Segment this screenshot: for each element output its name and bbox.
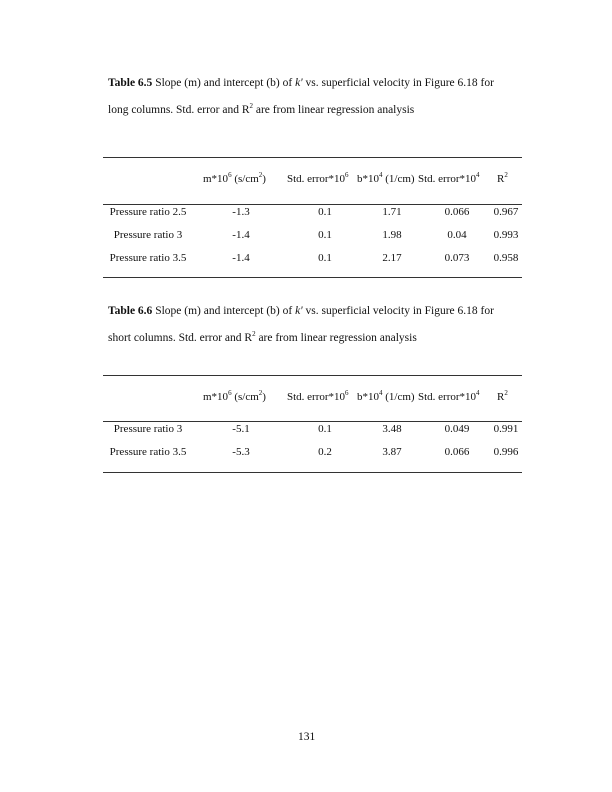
table-cell: 2.17 xyxy=(382,252,402,264)
table-cell: 0.066 xyxy=(444,206,470,218)
table-cell: 0.066 xyxy=(444,446,470,458)
column-header: $m*10^6$ $(s/cm^2)$ xyxy=(203,171,266,185)
table-cell: -1.4 xyxy=(232,252,250,264)
row-label: Pressure ratio 3 xyxy=(113,423,183,435)
page-number: 131 xyxy=(298,731,316,743)
table-cell: 0.073 xyxy=(444,252,470,264)
table-cell: 3.48 xyxy=(382,423,402,435)
table-top-rule xyxy=(103,157,522,158)
table-cell: 0.958 xyxy=(493,252,519,264)
table-cell: 1.71 xyxy=(382,206,402,218)
row-label: Pressure ratio 3 xyxy=(113,229,183,241)
column-header: $R^2$ xyxy=(497,171,508,185)
column-header: Std. $error*10^6$ xyxy=(287,171,349,185)
table-caption-line-1: Table 6.6 Slope (m) and intercept (b) of k' vs. superficial velocity in Figure 6.18 for xyxy=(108,305,494,317)
table-cell: 0.1 xyxy=(318,229,332,241)
table-cell: 0.049 xyxy=(444,423,470,435)
table-cell: 3.87 xyxy=(382,446,402,458)
table-top-rule xyxy=(103,375,522,376)
table-cell: -5.1 xyxy=(232,423,250,435)
table-cell: 0.967 xyxy=(493,206,519,218)
table-bottom-rule xyxy=(103,472,522,473)
table-cell: 0.04 xyxy=(447,229,467,241)
table-cell: 0.1 xyxy=(318,206,332,218)
column-header: Std. $error*10^6$ xyxy=(287,389,349,403)
table-cell: 0.2 xyxy=(318,446,332,458)
table-cell: 0.1 xyxy=(318,423,332,435)
column-header: $m*10^6$ $(s/cm^2)$ xyxy=(203,389,266,403)
table-cell: 0.1 xyxy=(318,252,332,264)
column-header: $R^2$ xyxy=(497,389,508,403)
header-rule xyxy=(103,421,522,422)
table-cell: -1.3 xyxy=(232,206,250,218)
row-label: Pressure ratio 3.5 xyxy=(109,446,187,458)
table-label: Table 6.6 xyxy=(108,305,153,317)
column-header: $b*10^4$ (1/cm) xyxy=(357,389,415,403)
column-header: Std. $error*10^4$ xyxy=(418,389,480,403)
table-caption-line-2: long columns. Std. error and $R^2$ are from linear regression analysis xyxy=(108,102,415,116)
row-label: Pressure ratio 3.5 xyxy=(109,252,187,264)
column-header: Std. $error*10^4$ xyxy=(418,171,480,185)
header-rule xyxy=(103,204,522,205)
row-label: Pressure ratio 2.5 xyxy=(109,206,187,218)
column-header: $b*10^4$ (1/cm) xyxy=(357,171,415,185)
table-cell: 0.991 xyxy=(493,423,519,435)
table-bottom-rule xyxy=(103,277,522,278)
table-cell: -1.4 xyxy=(232,229,250,241)
table-caption-line-2: short columns. Std. error and $R^2$ are from linear regression analysis xyxy=(108,330,417,344)
table-cell: 1.98 xyxy=(382,229,402,241)
table-cell: -5.3 xyxy=(232,446,250,458)
table-cell: 0.993 xyxy=(493,229,519,241)
table-caption-line-1: Table 6.5 Slope (m) and intercept (b) of k' vs. superficial velocity in Figure 6.18 for xyxy=(108,77,494,89)
table-label: Table 6.5 xyxy=(108,77,153,89)
table-cell: 0.996 xyxy=(493,446,519,458)
